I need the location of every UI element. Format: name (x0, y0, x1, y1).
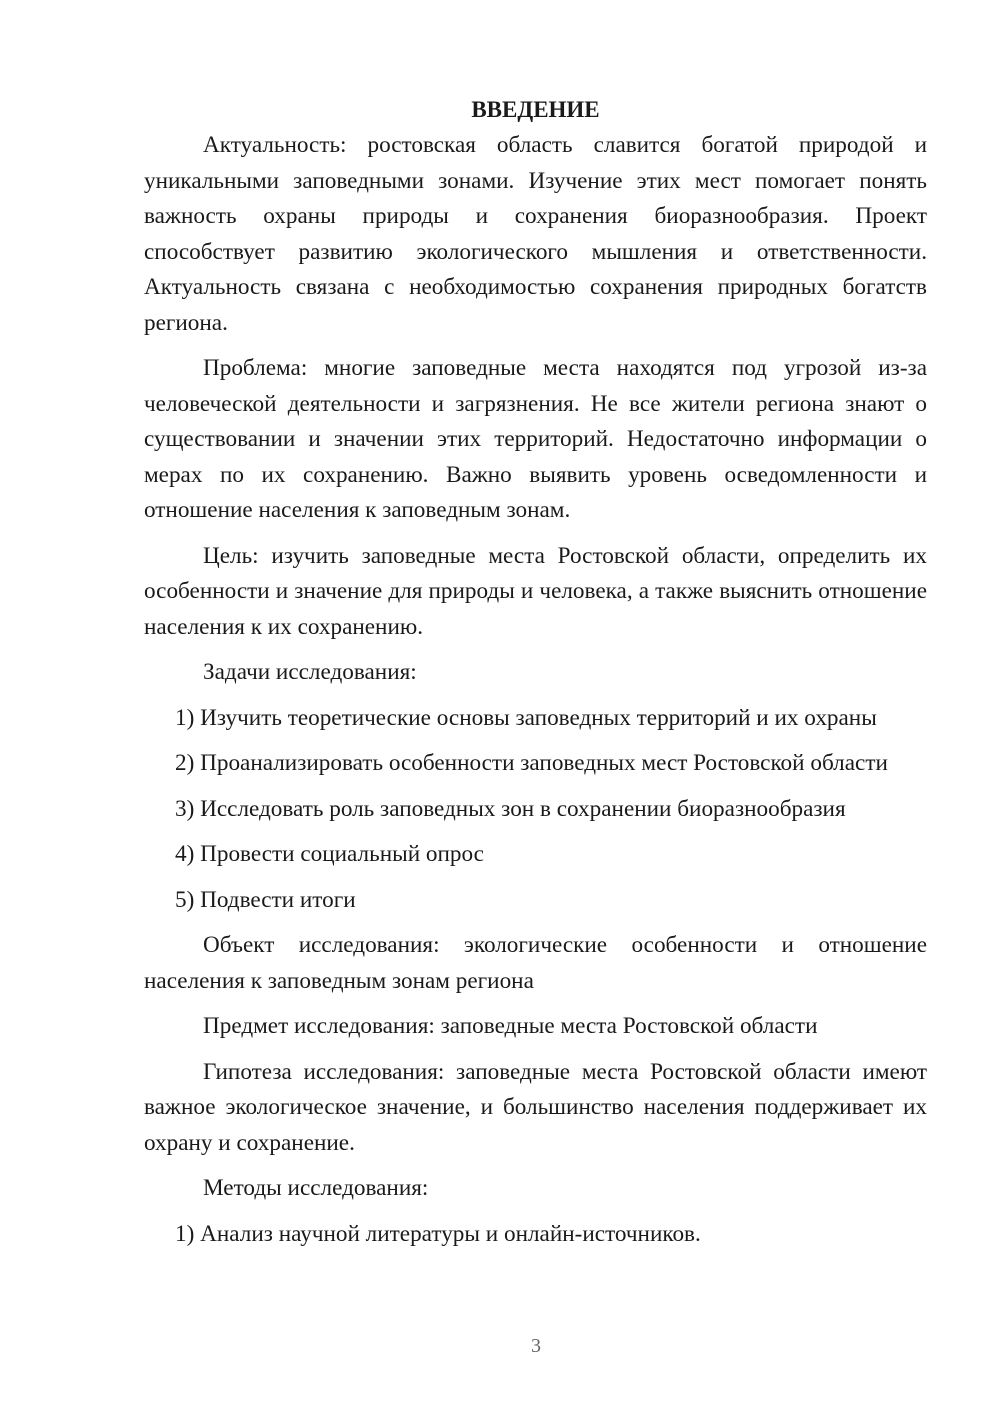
goal-paragraph: Цель: изучить заповедные места Ростовской области, определить их особенности и значение для природы и человека, а также выяснить отношение населения к их сохранению. (144, 542, 927, 640)
task-item: 2) Проанализировать особенности заповедных мест Ростовской области (175, 750, 888, 776)
tasks-title: Задачи исследования: (203, 659, 417, 685)
task-item: 4) Провести социальный опрос (175, 841, 484, 867)
task-item: 1) Изучить теоретические основы заповедных территорий и их охраны (175, 704, 877, 731)
hypothesis-paragraph: Гипотеза исследования: заповедные места Ростовской области имеют важное экологическое значение, и большинство населения поддерживает их охрану и сохранение. (144, 1058, 927, 1156)
page-content (144, 92, 927, 1252)
task-item: 3) Исследовать роль заповедных зон в сохранении биоразнообразия (175, 795, 846, 822)
page-number: 3 (531, 1335, 541, 1357)
section-heading: ВВЕДЕНИЕ (471, 97, 600, 122)
task-item: 5) Подвести итоги (175, 886, 356, 913)
method-item: 1) Анализ научной литературы и онлайн-источников. (175, 1220, 701, 1247)
subject-paragraph: Предмет исследования: заповедные места Ростовской области (203, 1013, 818, 1039)
relevance-paragraph: Актуальность: ростовская область славится богатой природой и уникальными заповедными зонами. Изучение этих мест помогает понять важность охраны природы и сохранения биоразнообразия. Проект способствует развитию экологического мышления и ответственности. Актуальность связана с необходимостью сохранения природных богатств региона. (144, 132, 927, 336)
methods-title: Методы исследования: (203, 1175, 429, 1201)
object-paragraph: Объект исследования: экологические особенности и отношение населения к заповедным зонам региона (144, 932, 927, 994)
problem-paragraph: Проблема: многие заповедные места находятся под угрозой из-за человеческой деятельности и загрязнения. Не все жители региона знают о существовании и значении этих территорий. Недостаточно информации о мерах по их сохранению. Важно выявить уровень осведомленности и отношение населения к заповедным зонам. (144, 355, 927, 523)
